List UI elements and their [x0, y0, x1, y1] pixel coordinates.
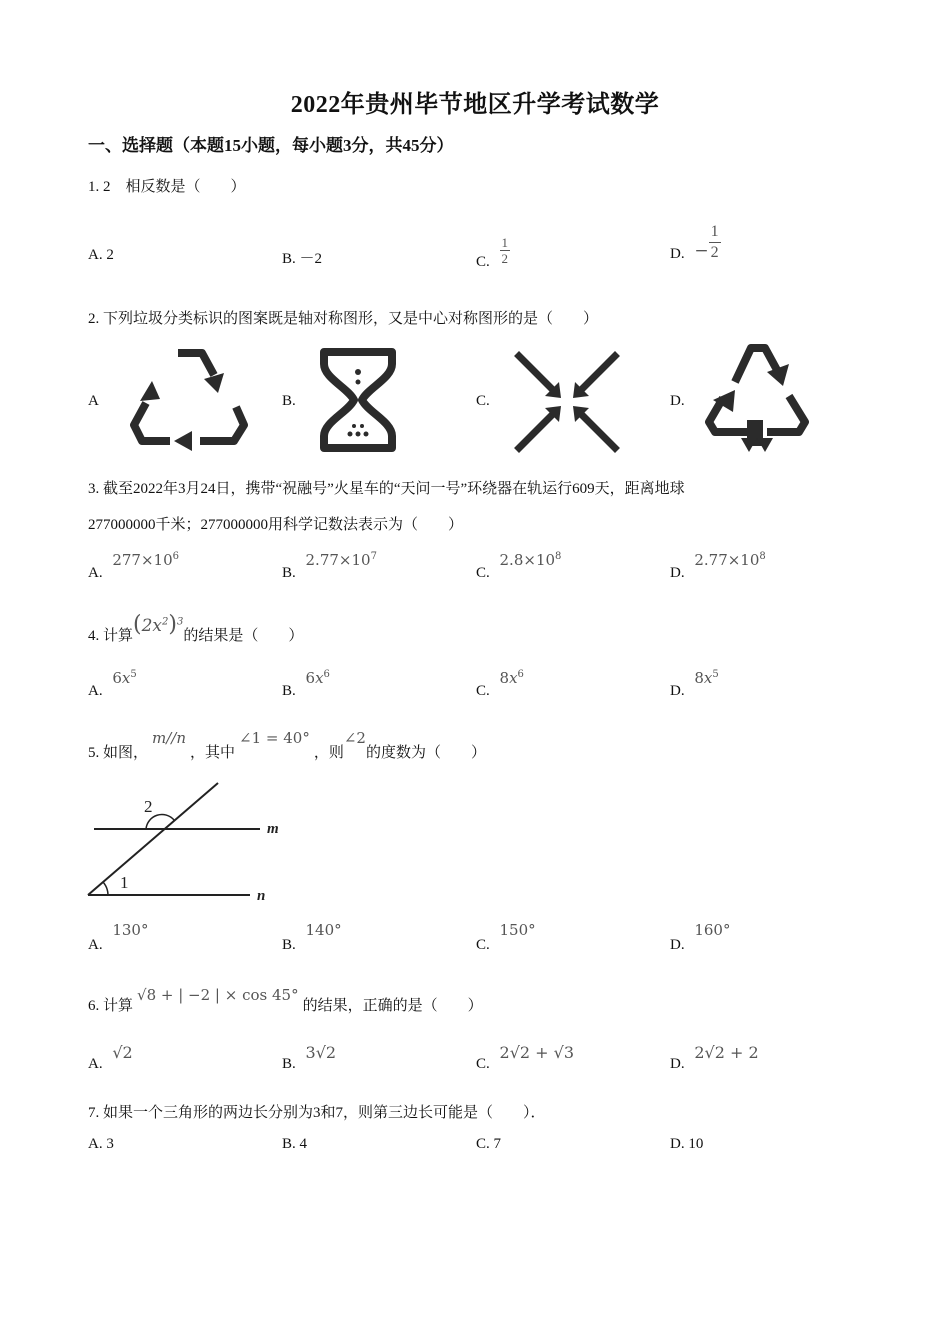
q4-option-c[interactable]	[476, 669, 524, 699]
q1-option-a[interactable]: A. 2	[88, 247, 114, 263]
recycle-triangle-symbol-image	[130, 345, 250, 450]
q3-option-d-label: D.	[670, 565, 685, 581]
q6-option-c-label: C.	[476, 1056, 490, 1072]
q5-option-b-value: 140°	[305, 921, 342, 939]
q6-option-d-label: D.	[670, 1056, 685, 1072]
q1-option-d-fraction: $\frac{1}{2}$	[710, 223, 719, 261]
q3-option-c-value: $2.8\times 10^8$	[499, 551, 562, 569]
q3-option-d[interactable]	[670, 551, 766, 581]
q5-option-b-label: B.	[282, 937, 296, 953]
question-6-stem: 6. 计算√8 + | −2 | × cos 45°的结果，正确的是（ ）	[88, 986, 483, 1014]
q4-expression: $(2x^2)^3$	[133, 612, 184, 637]
q1-option-b[interactable]: B. －2	[282, 251, 323, 267]
q6-option-c[interactable]	[476, 1043, 575, 1072]
q6-option-a-value: √2	[112, 1043, 133, 1062]
q5-option-d[interactable]	[670, 921, 731, 953]
q5-option-c-label: C.	[476, 937, 490, 953]
q5-option-a-value: 130°	[112, 921, 149, 939]
q3-option-c[interactable]	[476, 551, 562, 581]
q3-option-b[interactable]	[282, 551, 377, 581]
q6-option-d-value: 2√2 + 2	[694, 1043, 759, 1062]
q7-option-d[interactable]: D. 10	[670, 1136, 704, 1152]
hourglass-symbol-image	[318, 348, 398, 452]
q4-option-c-label: C.	[476, 683, 490, 699]
q1-option-c[interactable]	[476, 235, 510, 270]
q3-option-a[interactable]	[88, 551, 180, 581]
q3-option-d-value: $2.77\times 10^8$	[694, 551, 766, 569]
q6-option-b[interactable]	[282, 1043, 337, 1072]
q1-option-c-label: C.	[476, 253, 490, 270]
q3-option-a-label: A.	[88, 565, 103, 581]
q6-option-d[interactable]	[670, 1043, 759, 1072]
q7-option-b[interactable]: B. 4	[282, 1136, 308, 1152]
q4-option-a[interactable]	[88, 669, 137, 699]
q3-option-b-label: B.	[282, 565, 296, 581]
q4-option-d[interactable]	[670, 669, 719, 699]
question-3-stem-line1: 3. 截至2022年3月24日，携带“祝融号”火星车的“天问一号”环绕器在轨运行609天，距离地球	[88, 481, 685, 497]
q5-option-a[interactable]	[88, 921, 149, 953]
q2-option-c-label[interactable]: C.	[476, 393, 490, 409]
q5-option-a-label: A.	[88, 937, 103, 953]
q4-option-d-value: $8x^5$	[694, 669, 719, 687]
q4-option-a-label: A.	[88, 683, 103, 699]
figure-label-n: n	[257, 888, 266, 904]
q2-option-a-label[interactable]: A	[88, 393, 99, 409]
q4-option-d-label: D.	[670, 683, 685, 699]
q2-option-d-label[interactable]: D.	[670, 393, 685, 409]
q5-option-b[interactable]	[282, 921, 342, 953]
q1-option-d-sign: −	[694, 240, 709, 261]
figure-label-2: 2	[144, 797, 153, 816]
q3-option-b-value: $2.77\times 10^7$	[305, 551, 377, 569]
q7-option-c[interactable]: C. 7	[476, 1136, 502, 1152]
question-1-stem: 1. 2 相反数是（ ）	[88, 179, 246, 195]
question-4-stem: 4. 计算$(2x^2)^3$的结果是（ ）	[88, 612, 304, 644]
q3-option-a-value: $277\times 10^6$	[112, 551, 180, 569]
question-3-stem-line2: 277000000千米；277000000用科学记数法表示为（ ）	[88, 517, 464, 533]
q6-option-a[interactable]	[88, 1043, 133, 1072]
q4-option-c-value: $8x^6$	[499, 669, 524, 687]
recycle-arrows-symbol-image	[705, 342, 809, 454]
q2-option-b-label[interactable]: B.	[282, 393, 296, 409]
q5-option-d-label: D.	[670, 937, 685, 953]
q6-option-b-value: 3√2	[305, 1043, 337, 1062]
question-2-stem: 2. 下列垃圾分类标识的图案既是轴对称图形，又是中心对称图形的是（ ）	[88, 311, 599, 327]
q1-option-d-label: D.	[670, 245, 685, 262]
question-5-stem: 5. 如图，m//n，其中∠1 = 40°，则∠2的度数为（ ）	[88, 729, 486, 761]
q5-parallel-condition: m//n	[152, 729, 187, 747]
q5-option-d-value: 160°	[694, 921, 731, 939]
q5-angle1-condition: ∠1 = 40°	[239, 729, 310, 747]
figure-label-1: 1	[120, 873, 129, 892]
q5-angle2: ∠2	[343, 729, 366, 747]
page-title: 2022年贵州毕节地区升学考试数学	[290, 92, 660, 118]
q6-expression: √8 + | −2 | × cos 45°	[137, 986, 299, 1004]
question-7-stem: 7. 如果一个三角形的两边长分别为3和7，则第三边长可能是（ ）．	[88, 1105, 546, 1121]
figure-label-m: m	[267, 821, 279, 837]
q5-option-c[interactable]	[476, 921, 536, 953]
q1-option-c-fraction: $\frac{1}{2}$	[501, 235, 509, 266]
q6-option-a-label: A.	[88, 1056, 103, 1072]
q5-option-c-value: 150°	[499, 921, 536, 939]
q6-option-b-label: B.	[282, 1056, 296, 1072]
q4-option-b-value: $6x^6$	[305, 669, 330, 687]
section-heading: 一、选择题（本题15小题，每小题3分，共45分）	[88, 136, 454, 155]
q4-option-b[interactable]	[282, 669, 330, 699]
q7-option-a[interactable]: A. 3	[88, 1136, 114, 1152]
parallel-lines-figure	[86, 780, 296, 910]
q1-option-d[interactable]	[670, 222, 721, 263]
crossed-arrows-symbol-image	[515, 352, 619, 452]
q4-option-a-value: $6x^5$	[112, 669, 137, 687]
q6-option-c-value: 2√2 + √3	[499, 1043, 575, 1062]
q4-option-b-label: B.	[282, 683, 296, 699]
q3-option-c-label: C.	[476, 565, 490, 581]
